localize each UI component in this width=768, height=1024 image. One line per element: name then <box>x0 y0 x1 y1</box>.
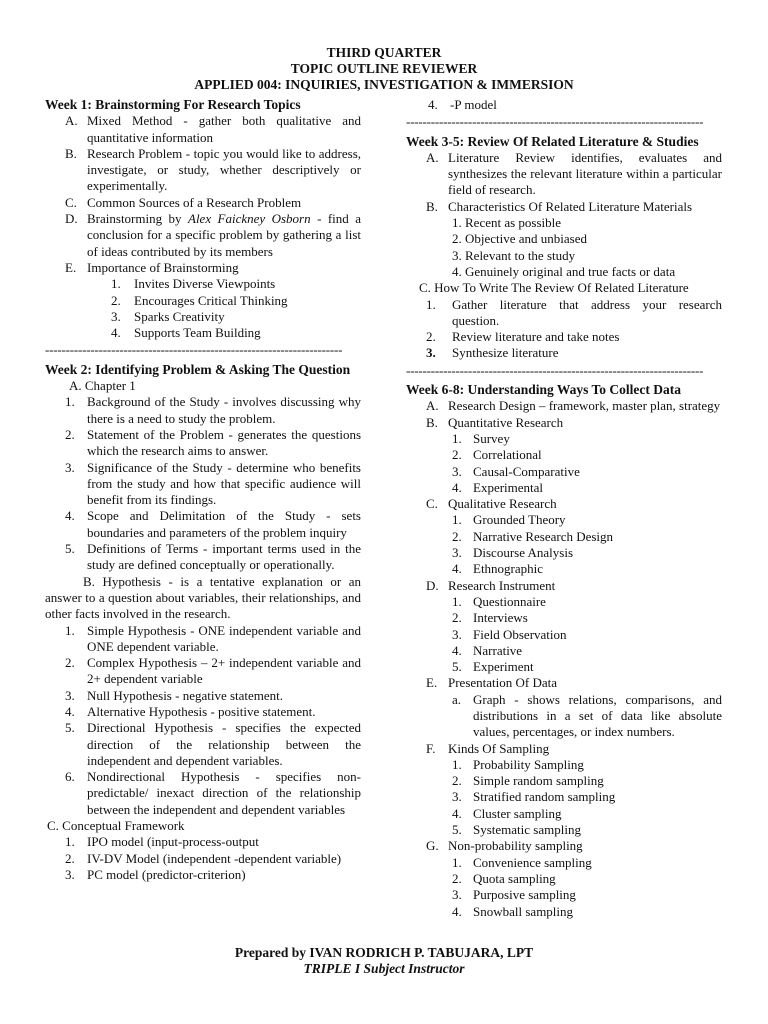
list-item: 2. IV-DV Model (independent -dependent variable) <box>65 850 342 866</box>
right-column <box>406 97 722 920</box>
list-item: 4. Alternative Hypothesis - positive statement. <box>65 703 316 719</box>
list-item: 2. Simple random sampling <box>452 773 604 789</box>
week68-item-a: A. Research Design – framework, master plan, strategy <box>426 398 721 414</box>
list-item: 4. -P model <box>428 97 497 112</box>
item-text: Research Problem - topic you would like to address, investigate, or study, whether descriptively or experimentally. <box>87 145 361 194</box>
list-item: 1. Probability Sampling <box>452 756 584 772</box>
instructor-title: TRIPLE I Subject Instructor <box>303 961 465 976</box>
week2-title: Week 2: Identifying Problem & Asking The Question <box>45 361 351 377</box>
left-column <box>45 97 361 883</box>
list-item: 1. Grounded Theory <box>452 512 566 528</box>
brainstorm-benefit: Invites Diverse Viewpoints <box>134 276 276 292</box>
section-separator: ------------------------------------------------------------------------ <box>406 114 704 130</box>
week35-item-c: C. How To Write The Review Of Related Literature <box>419 280 689 296</box>
item-text: Importance of Brainstorming <box>87 259 239 275</box>
list-item: 4. Ethnographic <box>452 561 544 577</box>
week1-title: Week 1: Brainstorming For Research Topics <box>45 97 301 112</box>
week68-title: Week 6-8: Understanding Ways To Collect Data <box>406 382 682 398</box>
document-footer <box>0 945 768 977</box>
header-title: TOPIC OUTLINE REVIEWER <box>290 61 478 76</box>
d-pre: Brainstorming by <box>87 211 188 227</box>
list-item: 3. Discourse Analysis <box>452 545 574 561</box>
list-item: 4. Scope and Delimitation of the Study - sets boundaries and parameters of the problem inquiry <box>65 508 361 540</box>
list-item: 3. Relevant to the study <box>452 247 576 263</box>
list-item: 2. Review literature and take notes <box>426 329 620 345</box>
list-item: 4. Supports Team Building <box>45 325 361 341</box>
d-post: - find a conclusion for a specific problem by gathering a list of ideas contributed by its members <box>87 211 361 259</box>
item-marker: D. <box>65 211 78 227</box>
list-item: 5. Experiment <box>452 659 534 675</box>
week1-item-e <box>45 260 361 276</box>
list-item: 3. Stratified random sampling <box>452 789 616 805</box>
item-text: Common Sources of a Research Problem <box>87 194 302 210</box>
week68-item-b: B. Quantitative Research <box>426 414 564 430</box>
list-item: 2. Interviews <box>452 610 528 626</box>
list-item: 4. Narrative <box>452 642 523 658</box>
list-item: 2. Statement of the Problem - generates the questions which the research aims to answer. <box>65 426 361 459</box>
header-subject: APPLIED 004: INQUIRIES, INVESTIGATION & IMMERSION <box>194 77 574 92</box>
list-item: 2. Quota sampling <box>452 870 556 886</box>
item-text: Mixed Method - gather both qualitative and quantitative information <box>87 113 361 145</box>
section-separator: ------------------------------------------------------------------------ <box>45 342 343 358</box>
framework-heading: C. Conceptual Framework <box>47 818 185 834</box>
list-item: 3. PC model (predictor-criterion) <box>65 866 246 882</box>
chapter-heading: A. Chapter 1 <box>69 378 136 394</box>
section-separator: ------------------------------------------------------------------------ <box>406 362 704 378</box>
week35-item-b: B. Characteristics Of Related Literature Materials <box>426 198 693 214</box>
week1-item-a <box>45 113 361 146</box>
list-item: 1. IPO model (input-process-output <box>65 834 259 850</box>
week68-item-d: D. Research Instrument <box>426 577 556 593</box>
hypothesis-definition: B. Hypothesis - is a tentative explanation or an answer to a question about variables, their relationships, and other facts involved in the research. <box>45 573 361 622</box>
list-item: 2. Narrative Research Design <box>452 528 614 544</box>
list-item: 1. Questionnaire <box>452 593 546 609</box>
week68-item-g: G. Non-probability sampling <box>426 838 583 854</box>
list-item: 3. Field Observation <box>452 626 567 642</box>
list-item: 4. Cluster sampling <box>452 805 562 821</box>
list-item: 2. Objective and unbiased <box>452 231 588 247</box>
list-item: 1. Invites Diverse Viewpoints <box>45 276 361 292</box>
list-item: 1. Background of the Study - involves discussing why there is a need to study the problem. <box>65 394 361 426</box>
list-item: 1. Recent as possible <box>452 215 562 231</box>
list-item: a. Graph - shows relations, comparisons, and distributions in a set of data like absolute values, percentages, or index numbers. <box>452 691 722 740</box>
list-item: 5. Systematic sampling <box>452 822 581 838</box>
brainstorm-benefit: Encourages Critical Thinking <box>134 292 288 308</box>
list-item: 6. Nondirectional Hypothesis - specifies non-predictable/ inexact direction of the relationship between the independent and dependent variables <box>65 769 361 817</box>
list-item: 2. Complex Hypothesis – 2+ independent variable and 2+ dependent variable <box>65 655 361 687</box>
item-marker: A. <box>65 113 78 129</box>
list-item: 4. Snowball sampling <box>452 903 574 919</box>
list-item: 5. Directional Hypothesis - specifies the expected direction of the relationship between the independent and dependent variables. <box>65 720 361 768</box>
brainstorm-benefit: Sparks Creativity <box>134 308 225 324</box>
week1-item-b <box>45 146 361 195</box>
week68-item-f: F. Kinds Of Sampling <box>426 740 550 756</box>
list-item: 4. Genuinely original and true facts or data <box>452 263 676 279</box>
list-item: 1. Convenience sampling <box>452 854 592 870</box>
brainstorm-benefit: Supports Team Building <box>134 325 261 341</box>
list-item: 1. Survey <box>452 430 510 446</box>
document-header <box>0 45 768 93</box>
list-item: 1. Gather literature that address your research question. <box>426 296 722 328</box>
list-item: 3. Null Hypothesis - negative statement. <box>65 687 284 703</box>
week35-title: Week 3-5: Review Of Related Literature & Studies <box>406 133 699 149</box>
list-item: 3. Causal-Comparative <box>452 463 580 479</box>
item-marker: C. <box>65 194 77 210</box>
item-marker: E. <box>65 259 77 275</box>
list-item: 1. Simple Hypothesis - ONE independent variable and ONE dependent variable. <box>65 622 361 654</box>
week1-item-c <box>45 195 361 211</box>
osborn-name: Alex Faickney Osborn <box>188 211 311 227</box>
list-item: 4. Experimental <box>452 479 544 495</box>
item-text <box>87 211 361 260</box>
list-item: 3. Sparks Creativity <box>45 309 361 325</box>
week68-item-e: E. Presentation Of Data <box>426 675 558 691</box>
header-quarter: THIRD QUARTER <box>326 45 442 60</box>
prepared-by: Prepared by IVAN RODRICH P. TABUJARA, LPT <box>234 945 534 960</box>
list-item: 2. Encourages Critical Thinking <box>45 293 361 309</box>
list-item: 3. Purposive sampling <box>452 887 576 903</box>
week35-item-a: A. Literature Review identifies, evaluates and synthesizes the relevant literature within a particular field of research. <box>426 149 722 198</box>
week68-item-c: C. Qualitative Research <box>426 496 557 512</box>
list-item: 3. Significance of the Study - determine who benefits from the study and how that specific audience will benefit from its findings. <box>65 459 361 508</box>
list-item: 2. Correlational <box>452 447 542 463</box>
item-marker: B. <box>65 145 77 161</box>
list-item: 3. Synthesize literature <box>426 345 559 361</box>
week1-item-d <box>45 211 361 260</box>
list-item: 5. Definitions of Terms - important terms used in the study are defined conceptually or operationally. <box>65 541 361 573</box>
